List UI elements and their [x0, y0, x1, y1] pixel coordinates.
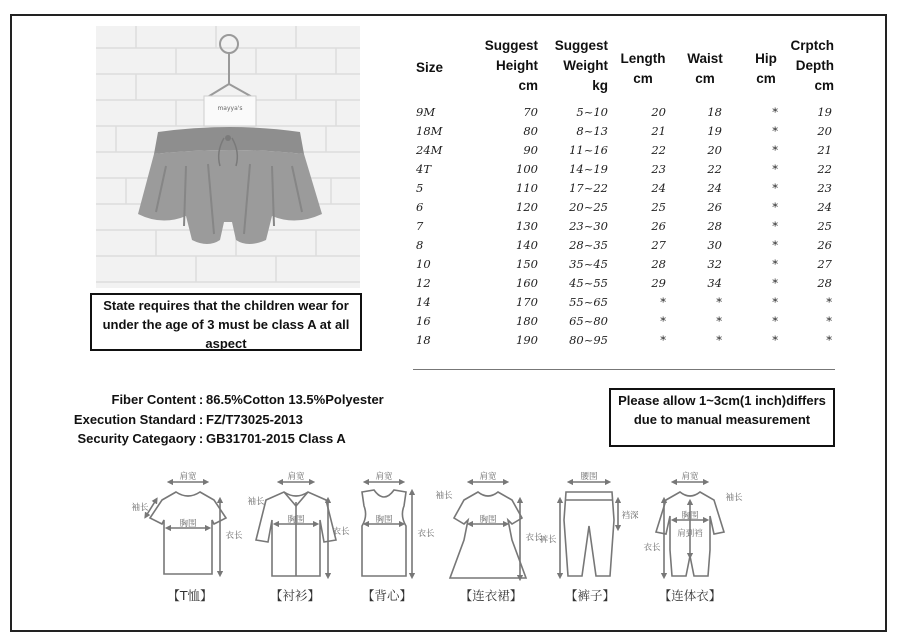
cell-length: 29: [651, 276, 666, 290]
garment-label-romper: 【连体衣】: [658, 588, 722, 603]
divider-line: [413, 369, 835, 370]
cell-length: 23: [651, 162, 666, 176]
dress-chest-label: 胸围: [479, 515, 497, 525]
cell-waist: 32: [707, 257, 722, 271]
cell-size: 6: [416, 200, 424, 214]
cell-weight: 80~95: [569, 333, 608, 347]
cell-hip: *: [772, 219, 778, 233]
shirt-sleeve-label: 袖长: [247, 497, 265, 507]
cell-size: 14: [416, 295, 431, 309]
spec-execution-standard: Execution Standard : FZ/T73025-2013: [73, 411, 303, 427]
cell-length: *: [660, 333, 666, 347]
table-row: [412, 236, 836, 255]
cell-height: 70: [523, 105, 538, 119]
cell-length: 20: [651, 105, 666, 119]
cell-height: 150: [516, 257, 538, 271]
cell-crotch: *: [826, 314, 832, 328]
hang-tag-text: mayya's: [217, 105, 243, 112]
cell-crotch: 23: [817, 181, 832, 195]
shirt-length-label: 衣长: [332, 527, 350, 537]
cell-crotch: 25: [817, 219, 832, 233]
romper-shoulder-to-crotch-label: 肩到裆: [677, 529, 703, 539]
header-length: Length cm: [620, 51, 666, 86]
table-row: [412, 179, 836, 198]
cell-hip: *: [772, 162, 778, 176]
cell-size: 12: [416, 276, 431, 290]
header-crotch-depth: Crptch Depth cm: [790, 38, 834, 93]
cell-waist: *: [716, 333, 722, 347]
cell-waist: 24: [707, 181, 722, 195]
cell-hip: *: [772, 257, 778, 271]
cell-height: 100: [516, 162, 538, 176]
vest-length-label: 衣长: [417, 529, 435, 539]
cell-weight: 11~16: [569, 143, 608, 157]
cell-weight: 5~10: [576, 105, 608, 119]
cell-weight: 35~45: [569, 257, 608, 271]
cell-size: 7: [416, 219, 424, 233]
table-row: [412, 198, 836, 217]
header-waist: Waist cm: [687, 51, 723, 86]
pants-diagram: [560, 482, 618, 576]
header-weight: Suggest Weight kg: [554, 38, 608, 93]
garment-label-tshirt: 【T恤】: [167, 588, 213, 603]
spec-security-category: Security Categaory : GB31701-2015 Class A: [77, 431, 346, 446]
cell-weight: 23~30: [569, 219, 608, 233]
dress-diagram: [450, 482, 526, 578]
tshirt-chest-label: 胸围: [179, 519, 197, 529]
spec-fiber-content: Fiber Content : 86.5%Cotton 13.5%Polyester: [111, 392, 384, 407]
table-row: [412, 312, 836, 331]
cell-height: 140: [516, 238, 538, 252]
cell-length: 26: [651, 219, 666, 233]
cell-hip: *: [772, 124, 778, 138]
cell-waist: 34: [707, 276, 722, 290]
measurement-note: Please allow 1~3cm(1 inch)differs due to manual measurement: [609, 388, 835, 447]
tshirt-length-label: 衣长: [225, 531, 243, 541]
table-row: [412, 293, 836, 312]
cell-hip: *: [772, 238, 778, 252]
cell-weight: 17~22: [569, 181, 608, 195]
cell-height: 130: [516, 219, 538, 233]
tshirt-shoulder-label: 肩宽: [179, 472, 197, 482]
table-row: [412, 103, 836, 122]
cell-size: 24M: [416, 143, 443, 157]
garment-measurement-guide: [0, 470, 900, 620]
cell-crotch: 20: [817, 124, 832, 138]
cell-hip: *: [772, 276, 778, 290]
cell-size: 16: [416, 314, 431, 328]
cell-waist: *: [716, 295, 722, 309]
cell-hip: *: [772, 143, 778, 157]
table-row: [412, 217, 836, 236]
cell-waist: 19: [707, 124, 722, 138]
cell-weight: 28~35: [569, 238, 608, 252]
pants-crotch-label: 裆深: [621, 511, 639, 521]
cell-crotch: 27: [817, 257, 832, 271]
cell-height: 160: [516, 276, 538, 290]
cell-waist: 20: [707, 143, 722, 157]
cell-crotch: 21: [817, 143, 832, 157]
product-photo-illustration: [96, 26, 360, 288]
cell-height: 110: [516, 181, 538, 195]
garment-label-vest: 【背心】: [361, 588, 412, 603]
cell-weight: 14~19: [569, 162, 608, 176]
product-photo: [96, 26, 360, 288]
cell-size: 5: [416, 181, 424, 195]
cell-weight: 55~65: [569, 295, 608, 309]
cell-hip: *: [772, 333, 778, 347]
table-row: [412, 255, 836, 274]
cell-crotch: 19: [817, 105, 832, 119]
vest-chest-label: 胸围: [375, 515, 393, 525]
garment-label-dress: 【连衣裙】: [459, 588, 523, 603]
shirt-shoulder-label: 肩宽: [287, 472, 305, 482]
cell-height: 180: [516, 314, 538, 328]
romper-sleeve-label: 袖长: [725, 493, 743, 503]
cell-weight: 8~13: [576, 124, 608, 138]
header-hip: Hip cm: [755, 51, 777, 86]
vest-diagram: [362, 482, 412, 576]
cell-length: *: [660, 295, 666, 309]
shirt-diagram: [256, 482, 336, 576]
cell-crotch: 26: [817, 238, 832, 252]
cell-crotch: 22: [817, 162, 832, 176]
cell-size: 18: [416, 333, 431, 347]
cell-length: 25: [651, 200, 666, 214]
cell-waist: *: [716, 314, 722, 328]
cell-waist: 30: [707, 238, 722, 252]
cell-height: 120: [516, 200, 538, 214]
romper-chest-label: 胸围: [681, 511, 699, 521]
dress-shoulder-label: 肩宽: [479, 472, 497, 482]
cell-crotch: 24: [817, 200, 832, 214]
cell-height: 90: [523, 143, 538, 157]
garment-label-pants: 【裤子】: [564, 588, 615, 603]
cell-crotch: 28: [817, 276, 832, 290]
header-height: Suggest Height cm: [484, 38, 538, 93]
cell-length: *: [660, 314, 666, 328]
garment-diagrams: [0, 470, 900, 582]
vest-shoulder-label: 肩宽: [375, 472, 393, 482]
table-row: [412, 141, 836, 160]
cell-size: 18M: [416, 124, 443, 138]
table-row: [412, 160, 836, 179]
cell-waist: 26: [707, 200, 722, 214]
cell-length: 27: [651, 238, 666, 252]
dress-length-label: 衣长: [525, 533, 543, 543]
state-requirement-note: State requires that the children wear for under the age of 3 must be class A at all aspect: [90, 293, 362, 351]
cell-height: 80: [523, 124, 538, 138]
cell-height: 170: [516, 295, 538, 309]
cell-size: 4T: [416, 162, 431, 176]
cell-length: 21: [651, 124, 666, 138]
cell-size: 10: [416, 257, 431, 271]
product-specs: [40, 390, 384, 449]
cell-length: 28: [651, 257, 666, 271]
table-row: [412, 331, 836, 350]
pants-length-label: 裤长: [539, 535, 557, 545]
romper-total-length-label: 衣长: [643, 543, 661, 553]
pants-waist-label: 腰围: [580, 472, 598, 482]
cell-hip: *: [772, 295, 778, 309]
cell-crotch: *: [826, 333, 832, 347]
cell-weight: 45~55: [569, 276, 608, 290]
cell-size: 8: [416, 238, 424, 252]
cell-length: 24: [651, 181, 666, 195]
cell-hip: *: [772, 200, 778, 214]
garment-label-shirt: 【衬衫】: [269, 588, 320, 603]
cell-hip: *: [772, 105, 778, 119]
cell-crotch: *: [826, 295, 832, 309]
shirt-chest-label: 胸围: [287, 515, 305, 525]
cell-weight: 65~80: [569, 314, 608, 328]
tshirt-sleeve-label: 袖长: [131, 503, 149, 513]
cell-waist: 18: [707, 105, 722, 119]
cell-waist: 22: [707, 162, 722, 176]
cell-height: 190: [516, 333, 538, 347]
cell-size: 9M: [416, 105, 436, 119]
header-size: Size: [416, 60, 444, 75]
romper-shoulder-label: 肩宽: [681, 472, 699, 482]
table-row: [412, 274, 836, 293]
cell-length: 22: [651, 143, 666, 157]
table-row: [412, 122, 836, 141]
cell-weight: 20~25: [569, 200, 608, 214]
dress-sleeve-label: 袖长: [435, 491, 453, 501]
cell-waist: 28: [707, 219, 722, 233]
cell-hip: *: [772, 181, 778, 195]
cell-hip: *: [772, 314, 778, 328]
